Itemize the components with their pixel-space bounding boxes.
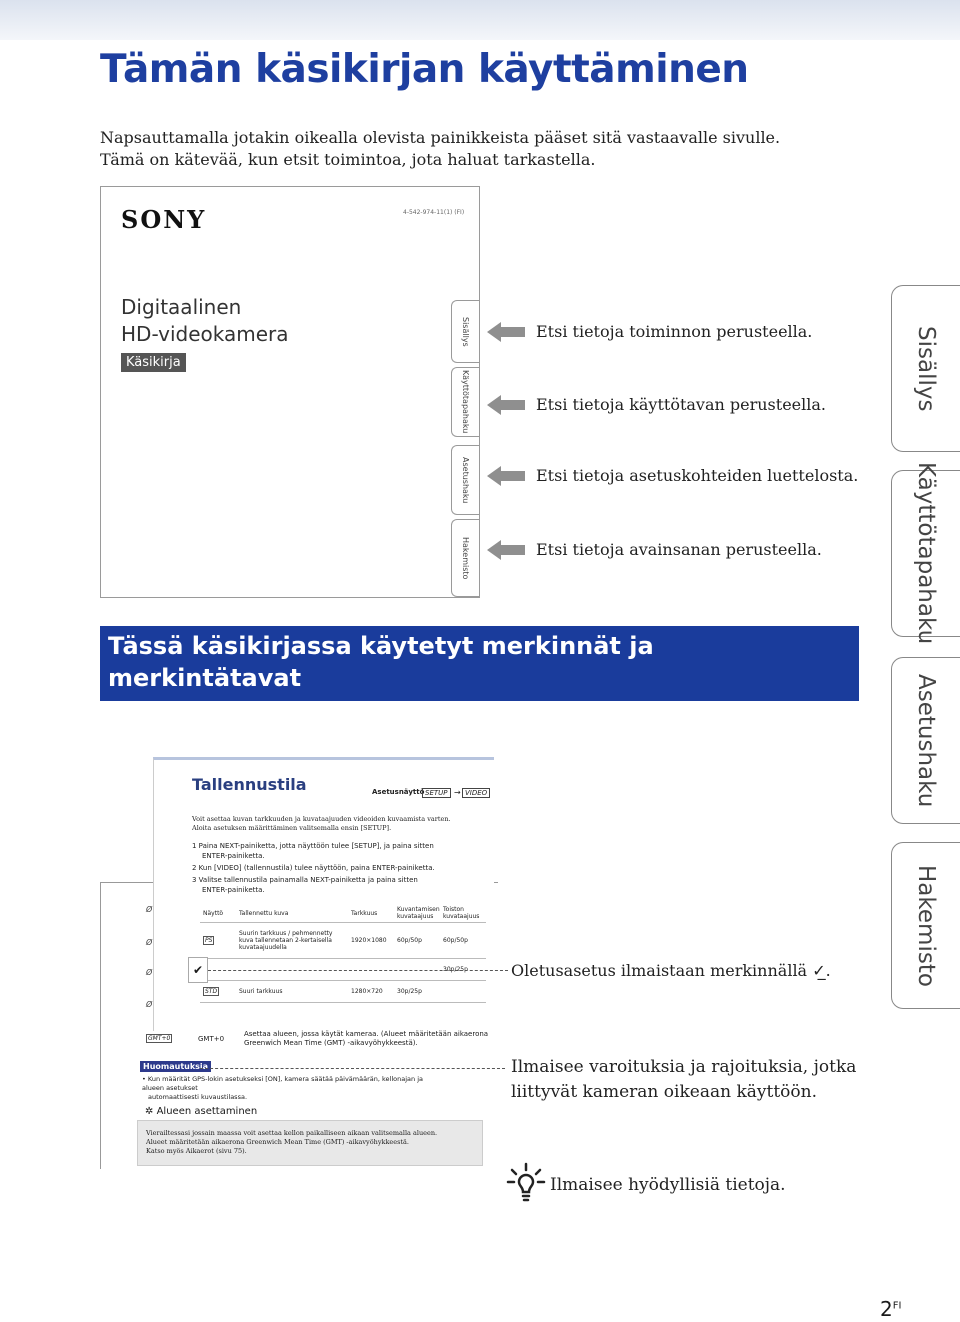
cover-tab-label: Sisällys [461,316,470,347]
page-title: Tämän käsikirjan käyttäminen [100,47,749,92]
note-line: automaattisesti kuvaustilassa. [148,1093,248,1101]
table-row [200,981,486,1003]
intro-line-1: Napsauttamalla jotakin oikealla olevista painikkeista pääset sitä vastaavalle sivulle. [100,128,781,147]
tab-asetushaku[interactable] [891,657,960,824]
cover-tab-label: Hakemisto [461,536,470,580]
manual-cover [100,186,480,598]
cell: Suurin tarkkuus / pehmennetty kuva tallennetaan 2-kertaisella kuvataajuudella [239,930,333,951]
cell: 1280×720 [351,988,383,995]
cover-tab-kayttotapahaku[interactable] [451,367,479,437]
tip-box [137,1120,483,1166]
check-icon: ✓̲ [812,961,826,980]
page-number [880,1297,901,1321]
tab-label: Asetushaku [913,673,939,808]
default-check-icon: ✔ [188,957,208,983]
step-3: 3 Valitse tallennustila painamalla NEXT-painiketta ja paina sitten [192,876,418,884]
step-2: 2 Kun [VIDEO] (tallennustila) tulee näyttöön, paina ENTER-painiketta. [192,864,435,872]
intro-text [100,127,780,171]
sony-logo: SONY [121,205,207,234]
default-setting-note [511,961,831,980]
tip-heading [145,1106,257,1117]
product-name [121,294,289,348]
left-arrow-icon [487,466,525,486]
left-arrow-icon [487,322,525,342]
callout-kayttotapa: Etsi tietoja käyttötavan perusteella. [536,395,826,414]
mode-icon: Ø [146,1000,153,1009]
callout-toiminto: Etsi tietoja toiminnon perusteella. [536,322,813,341]
desc-line: Voit asettaa kuvan tarkkuuden ja kuvataajuuden videoiden kuvaamista varten. [192,815,451,823]
cover-tab-sisallys[interactable] [451,300,479,363]
cell: 60p/50p [443,937,468,944]
callout-avainsana: Etsi tietoja avainsanan perusteella. [536,540,822,559]
callout-asetus: Etsi tietoja asetuskohteiden luettelosta. [536,466,859,485]
mode-icon: Ø [146,938,153,947]
page-number-value: 2 [880,1297,893,1321]
cover-tab-label: Asetushaku [461,456,470,504]
gmt-desc: Greenwich Mean Time (GMT) -aikavyöhykkeestä). [244,1039,418,1047]
video-icon: VIDEO [462,788,490,798]
gmt-icon: GMT+0 [148,1035,171,1042]
setting-label: Asetusnäyttö [372,788,425,796]
lightbulb-icon [506,1162,546,1204]
tab-label: Hakemisto [913,864,939,987]
product-line-2: HD-videokamera [121,322,289,346]
warning-line-1: Ilmaisee varoituksia ja rajoituksia, jotka [511,1057,857,1077]
tip-line: Alueet määritetään aikaerona Greenwich Mean Time (GMT) -aikavyöhykkeestä. [146,1138,409,1146]
tab-label: Käyttötapahaku [913,462,939,645]
tab-label: Sisällys [913,325,939,412]
section-heading-line-1: Tässä käsikirjassa käytetyt merkinnät ja [108,632,654,660]
step-3-cont: ENTER-painiketta. [202,886,265,894]
cover-tab-hakemisto[interactable] [451,519,479,597]
gmt-text: GMT+0 [198,1035,225,1043]
cell: 30p/25p [397,988,422,995]
part-number: 4-542-974-11(1) (FI) [403,209,465,216]
setup-icon: SETUP [422,788,451,798]
std-mode-icon: STD [205,988,218,995]
section-heading [100,626,859,701]
mode-icon: Ø [146,968,153,977]
sample-steps [192,841,435,895]
mode-icon: Ø [146,905,153,914]
ps-mode-icon: PS [205,937,213,944]
col-header: Kuvantamisen kuvataajuus [397,906,440,920]
note-line: • Kun määrität GPS-lokin asetukseksi [ON], kamera säätää päivämäärän, kellonajan ja alueen asetukset [142,1075,423,1092]
warning-line-2: liittyvät kameran oikeaan käyttöön. [511,1082,817,1102]
header-band [0,0,960,40]
table-row [200,923,486,959]
default-pointer-line [208,970,508,971]
intro-line-2: Tämä on kätevää, kun etsit toimintoa, jota haluat tarkastella. [100,150,596,169]
tip-line: Katso myös Aikaerot (sivu 75). [146,1147,247,1155]
section-heading-line-2: merkintätavat [108,664,302,692]
kasikirja-badge: Käsikirja [121,353,186,372]
cell: 60p/50p [397,937,422,944]
col-header: Toiston kuvataajuus [443,906,480,920]
cover-tab-label: Käyttötapahaku [461,370,470,434]
notes-badge: Huomautuksia [140,1061,211,1072]
lightbulb-icon: ✲ [145,1106,154,1117]
warning-pointer-line [200,1068,505,1069]
step-1: 1 Paina NEXT-painiketta, jotta näyttöön tulee [SETUP], ja paina sitten [192,842,434,850]
table-header [200,904,486,923]
col-header: Tallennettu kuva [239,909,289,917]
step-1-cont: ENTER-painiketta. [202,852,265,860]
tab-kayttotapahaku[interactable] [891,462,960,645]
cover-tab-asetushaku[interactable] [451,445,479,515]
cell: 30p/25p [443,966,468,973]
page-lang: FI [892,1300,902,1312]
cell: 1920×1080 [351,937,387,944]
left-arrow-icon [487,395,525,415]
default-note-text: Oletusasetus ilmaistaan merkinnällä [511,961,808,980]
right-arrow-icon: → [454,788,461,797]
gmt-desc: Asettaa alueen, jossa käytät kameraa. (Alueet määritetään aikaerona [244,1030,489,1038]
sample-page [153,757,494,1031]
tip-title: Alueen asettaminen [156,1106,258,1117]
left-arrow-icon [487,540,525,560]
col-header: Näyttö [203,909,224,917]
product-line-1: Digitaalinen [121,295,242,319]
warning-note [511,1055,856,1105]
desc-line: Aloita asetuksen määrittäminen valitsemalla ensin [SETUP]. [192,824,392,832]
mode-table [200,904,486,1003]
sample-title: Tallennustila [192,775,307,794]
tab-hakemisto[interactable] [891,842,960,1009]
col-header: Tarkkuus [351,909,378,917]
notes-text [142,1075,442,1102]
tip-line: Vierailtessasi jossain maassa voit asettaa kellon paikalliseen aikaan valitsemalla alueen. [146,1129,438,1137]
tab-sisallys[interactable] [891,285,960,452]
cell: Suuri tarkkuus [239,988,283,995]
default-note-suffix: . [825,961,831,980]
hint-note: Ilmaisee hyödyllisiä tietoja. [550,1175,786,1195]
gmt-row [146,1030,493,1056]
sample-description [192,815,451,833]
